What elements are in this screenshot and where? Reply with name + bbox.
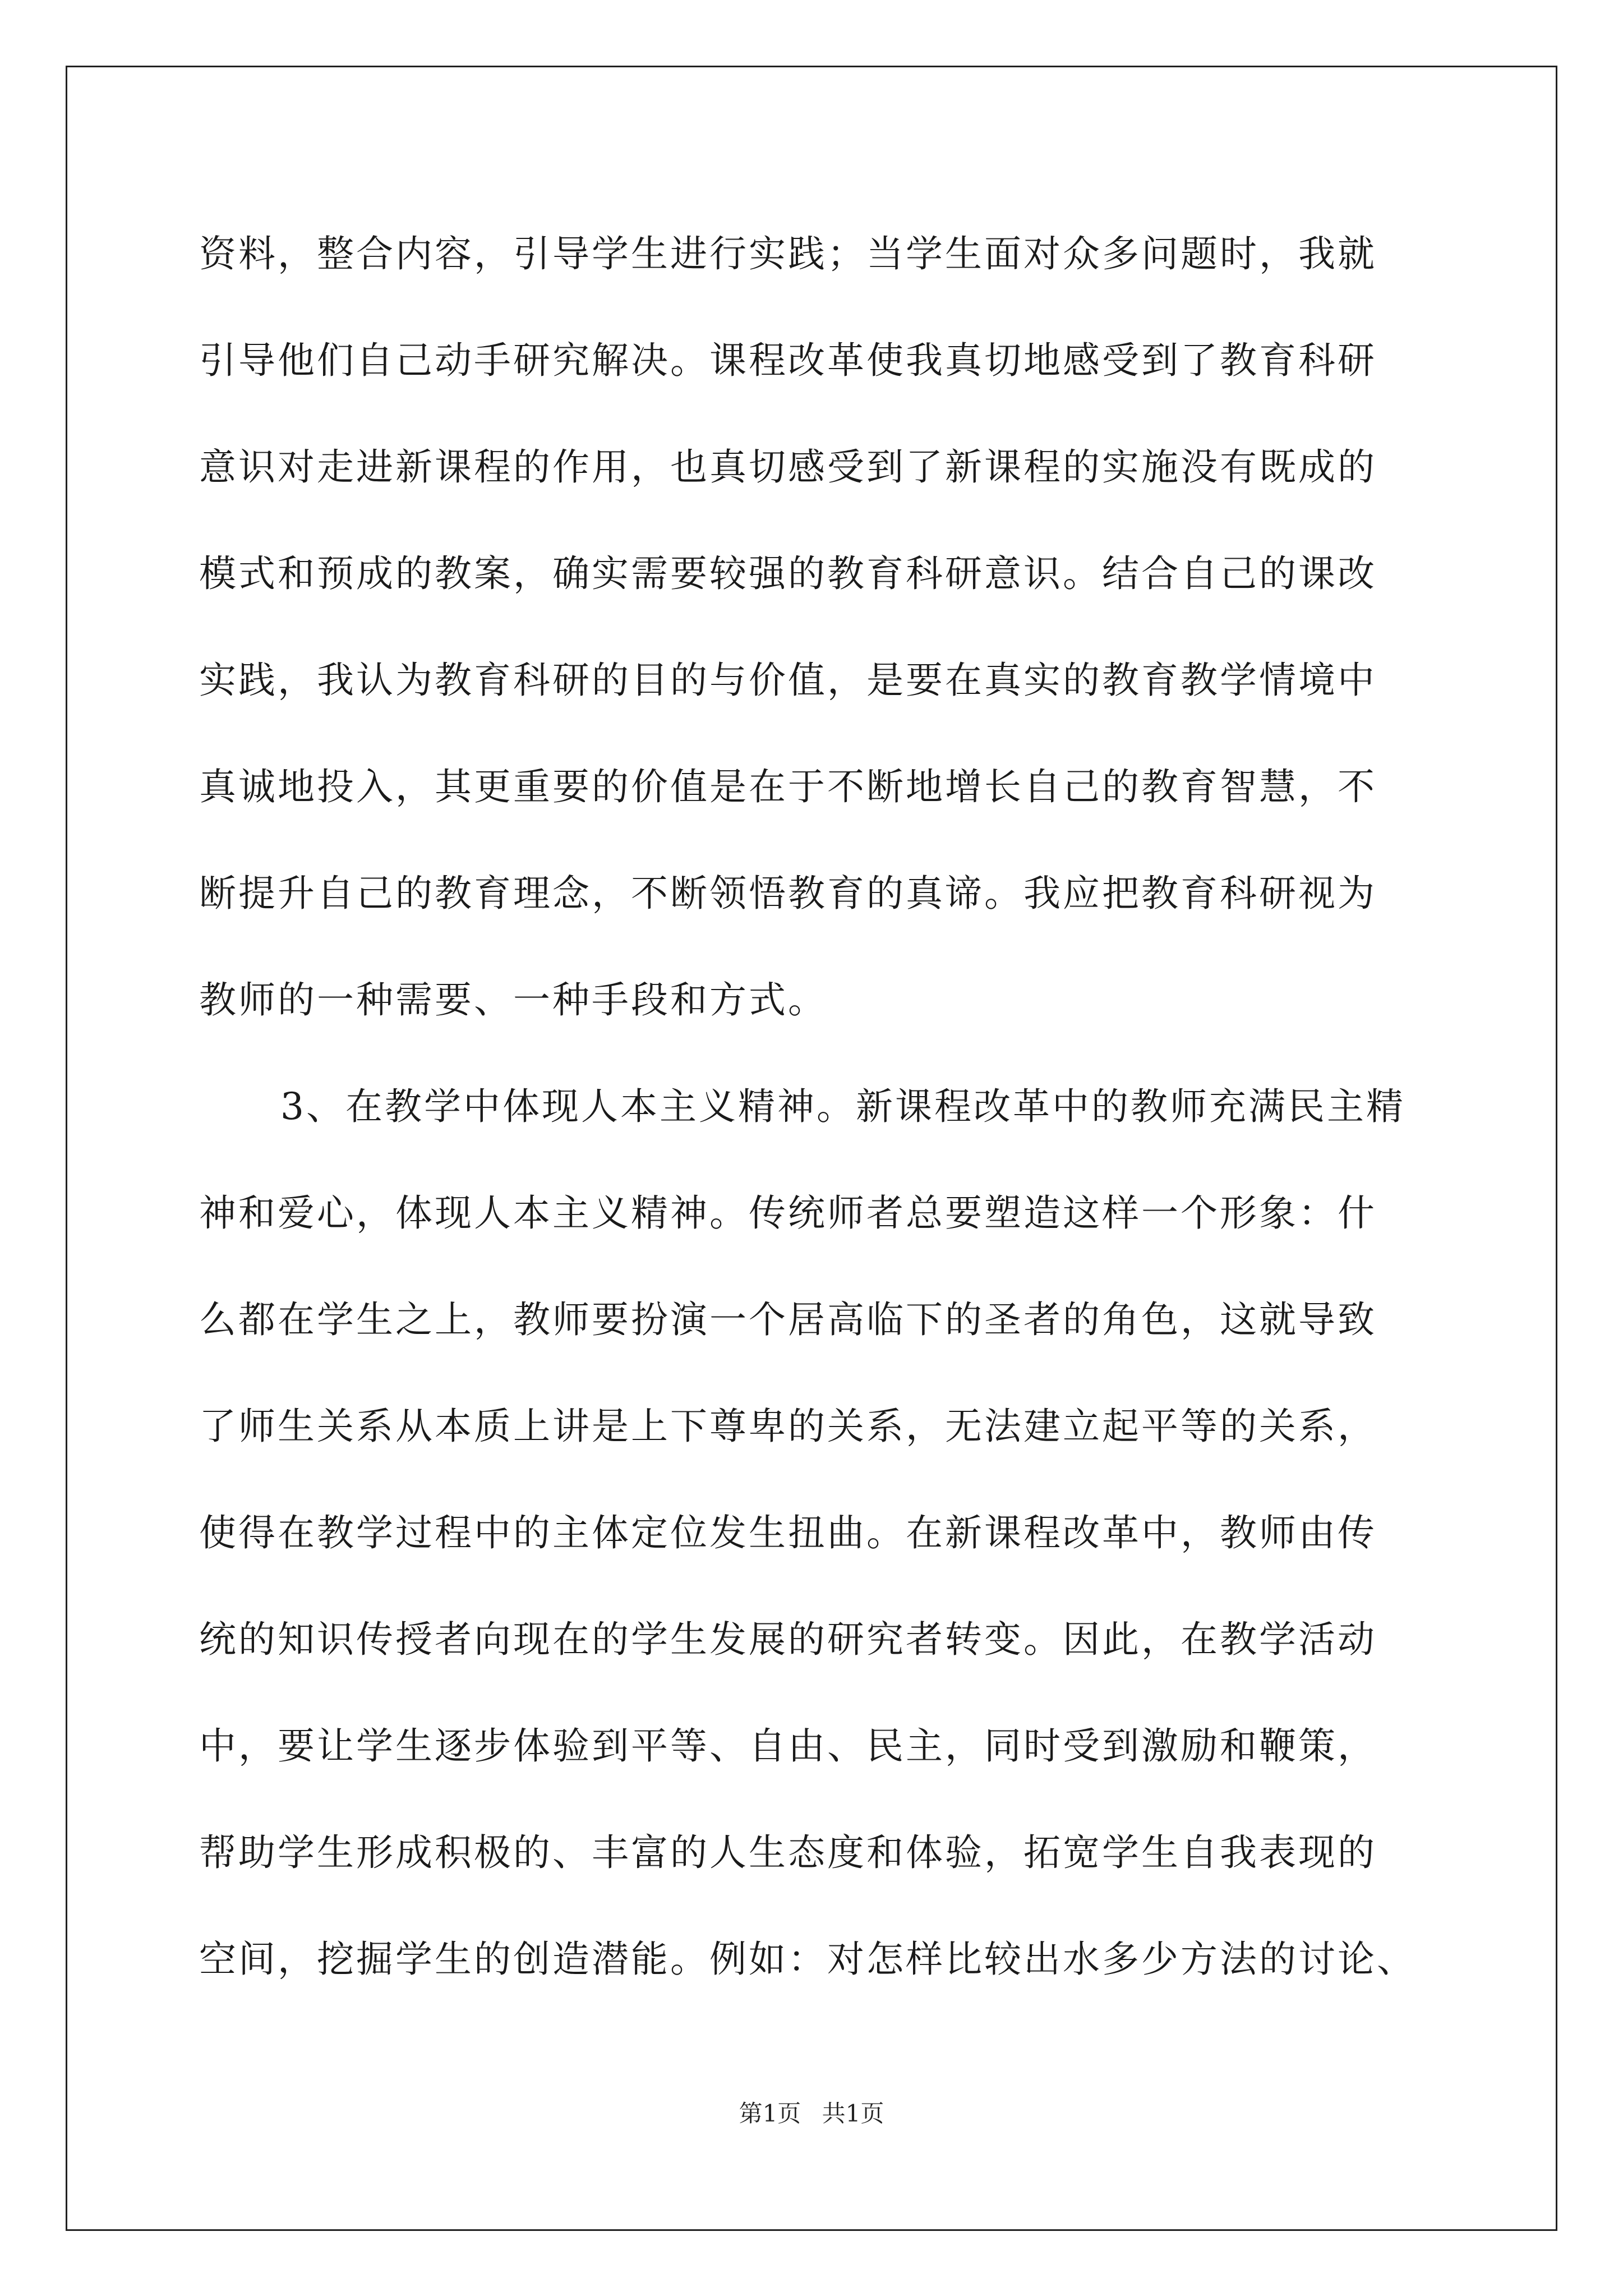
page-number: 第1页	[739, 2100, 801, 2127]
text-line: 引导他们自己动手研究解决。课程改革使我真切地感受到了教育科研	[199, 339, 1377, 382]
text-line: 帮助学生形成积极的、丰富的人生态度和体验，拓宽学生自我表现的	[199, 1831, 1377, 1874]
text-line: 了师生关系从本质上讲是上下尊卑的关系，无法建立起平等的关系，	[199, 1405, 1377, 1448]
text-line: 统的知识传授者向现在的学生发展的研究者转变。因此，在教学活动	[199, 1618, 1377, 1661]
page-total: 共1页	[822, 2100, 884, 2127]
text-line: 实践，我认为教育科研的目的与价值，是要在真实的教育教学情境中	[199, 659, 1377, 702]
text-line: 使得在教学过程中的主体定位发生扭曲。在新课程改革中，教师由传	[199, 1511, 1377, 1554]
text-line: 断提升自己的教育理念，不断领悟教育的真谛。我应把教育科研视为	[199, 872, 1377, 915]
text-line: 教师的一种需要、一种手段和方式。	[199, 978, 827, 1022]
text-line: 意识对走进新课程的作用，也真切感受到了新课程的实施没有既成的	[199, 445, 1377, 489]
text-line: 中，要让学生逐步体验到平等、自由、民主，同时受到激励和鞭策，	[199, 1724, 1377, 1768]
text-line: 空间，挖掘学生的创造潜能。例如：对怎样比较出水多少方法的讨论、	[199, 1938, 1416, 1981]
text-line: 真诚地投入，其更重要的价值是在于不断地增长自己的教育智慧，不	[199, 765, 1377, 808]
text-line: 资料，整合内容，引导学生进行实践；当学生面对众多问题时，我就	[199, 232, 1377, 275]
text-line: 神和爱心，体现人本主义精神。传统师者总要塑造这样一个形象：什	[199, 1191, 1377, 1235]
paragraph-start-line: 3、在教学中体现人本主义精神。新课程改革中的教师充满民主精	[280, 1085, 1405, 1128]
text-line: 么都在学生之上，教师要扮演一个居高临下的圣者的角色，这就导致	[199, 1298, 1377, 1341]
text-line: 模式和预成的教案，确实需要较强的教育科研意识。结合自己的课改	[199, 552, 1377, 595]
page-footer	[0, 2097, 1623, 2131]
